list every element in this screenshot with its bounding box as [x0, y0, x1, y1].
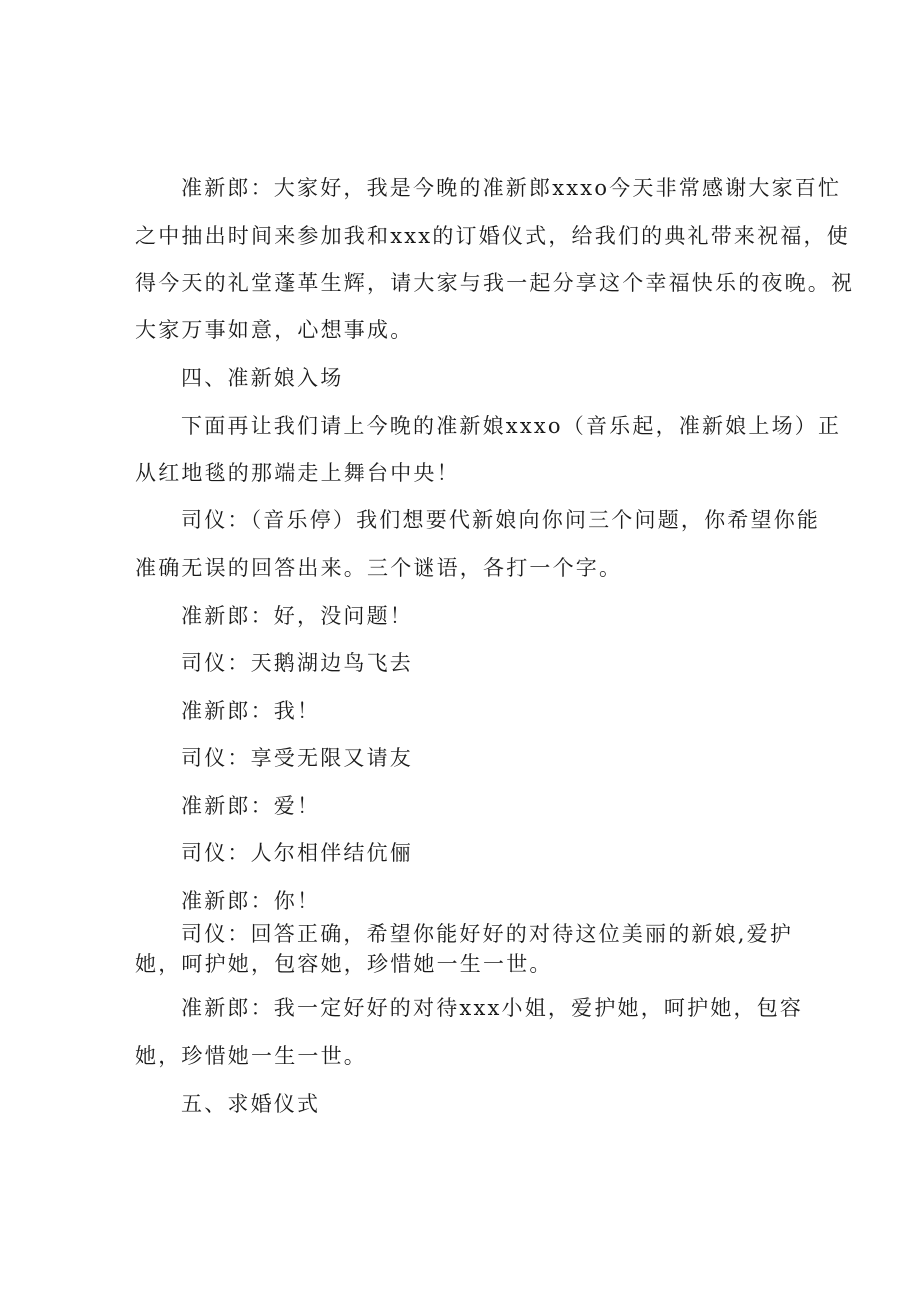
dialogue-line: 司仪：人尔相伴结伉俪	[181, 841, 413, 865]
paragraph-line: 司仪：回答正确，希望你能好好的对待这位美丽的新娘,爱护	[181, 922, 794, 946]
paragraph-line: 她，珍惜她一生一世。	[135, 1044, 367, 1068]
dialogue-line: 司仪：享受无限又请友	[181, 746, 413, 770]
paragraph-line: 准新郎：我一定好好的对待xxx小姐，爱护她，呵护她，包容	[181, 996, 804, 1020]
paragraph-line: 司仪：（音乐停）我们想要代新娘向你问三个问题，你希望你能	[181, 508, 821, 532]
paragraph-line: 之中抽出时间来参加我和xxx的订婚仪式，给我们的典礼带来祝福，使	[135, 224, 850, 248]
paragraph-line: 从红地毯的那端走上舞台中央！	[135, 461, 460, 485]
dialogue-line: 准新郎：爱！	[181, 794, 321, 818]
dialogue-line: 准新郎：好，没问题！	[181, 604, 413, 628]
paragraph-line: 准确无误的回答出来。三个谜语，各打一个字。	[135, 556, 623, 580]
paragraph-line: 得今天的礼堂蓬革生辉，请大家与我一起分享这个幸福快乐的夜晚。祝	[135, 271, 855, 295]
dialogue-line: 准新郎：我！	[181, 699, 321, 723]
paragraph-line: 大家万事如意，心想事成。	[135, 318, 414, 342]
section-heading: 五、求婚仪式	[181, 1092, 321, 1116]
paragraph-line: 她，呵护她，包容她，珍惜她一生一世。	[135, 952, 553, 976]
dialogue-line: 司仪：天鹅湖边鸟飞去	[181, 651, 413, 675]
section-heading: 四、准新娘入场	[181, 366, 344, 390]
dialogue-line: 准新郎：你！	[181, 889, 321, 913]
paragraph-line: 准新郎：大家好，我是今晚的准新郎xxxo今天非常感谢大家百忙	[181, 176, 842, 200]
paragraph-line: 下面再让我们请上今晚的准新娘xxxo（音乐起，准新娘上场）正	[181, 414, 842, 438]
